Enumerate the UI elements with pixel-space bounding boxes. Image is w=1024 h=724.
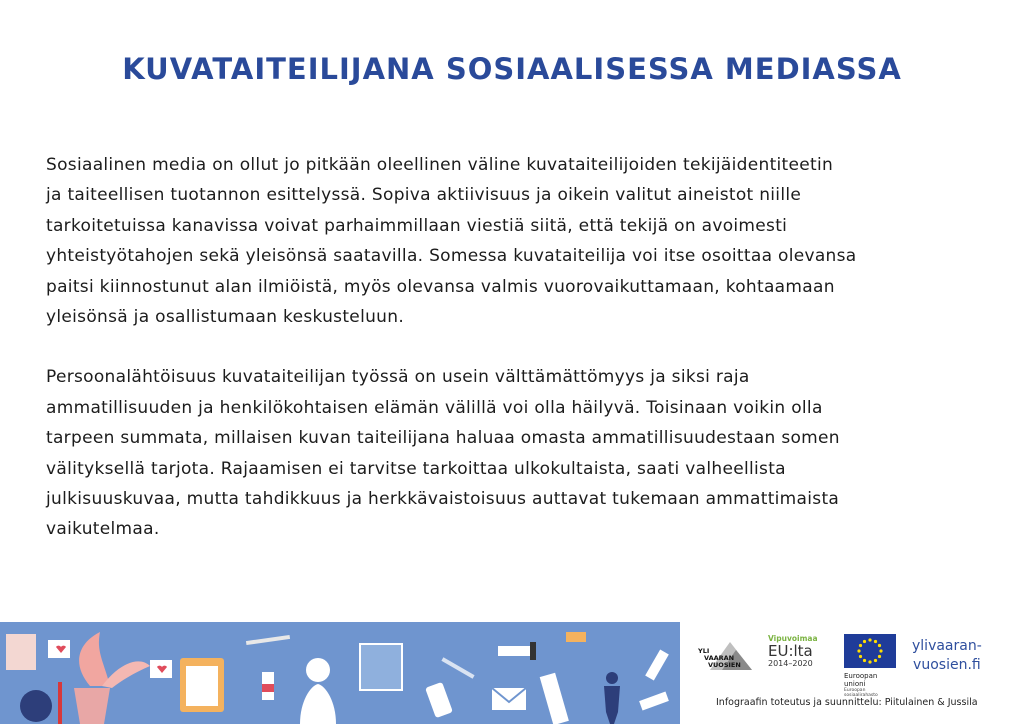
site-name xyxy=(912,637,982,675)
credit-text: Infograafin toteutus ja suunnittelu: Piitulainen & Jussila xyxy=(716,697,978,708)
eu-label: Euroopan unioni xyxy=(844,672,878,688)
text-line: vaikutelmaa. xyxy=(46,519,160,540)
site-line: ylivaaran- xyxy=(912,638,982,654)
text-line: välityksellä tarjota. Rajaamisen ei tarvitse tarkoittaa ulkokultaista, saati valheellista xyxy=(46,458,786,479)
art-supplies-illustration xyxy=(0,622,680,724)
illustration-band xyxy=(0,622,680,724)
text-line: yleisönsä ja osallistumaan keskusteluun. xyxy=(46,307,405,328)
text-line: ja taiteellisen tuotannon esittelyssä. Sopiva aktiivisuus ja oikein valitut aineistot niille xyxy=(46,185,802,206)
eu-sublabel: Euroopan sosiaalirahasto xyxy=(844,688,878,698)
logo-line: VUOSIEN xyxy=(708,661,741,669)
vipu-title: Vipuvoimaa xyxy=(768,634,818,643)
text-line: paitsi kiinnostunut alan ilmiöistä, myös olevansa valmis vuorovaikuttamaan, kohtaamaan xyxy=(46,276,835,297)
eu-logo xyxy=(844,634,900,698)
paragraph-1 xyxy=(46,150,966,332)
vipu-years: 2014–2020 xyxy=(768,659,813,668)
text-line: tarkoitetuissa kanavissa voivat parhaimmillaan viestiä siitä, että tekijä on avoimesti xyxy=(46,215,788,236)
eu-flag-icon xyxy=(844,634,896,668)
vipuvoimaa-logo xyxy=(768,634,830,676)
text-line: ammatillisuuden ja henkilökohtaisen elämän välillä voi olla häilyvä. Toisinaan voikin olla xyxy=(46,397,823,418)
text-line: tarpeen summata, millaisen kuvan taiteilijana haluaa omasta ammatillisuudestaan somen xyxy=(46,428,840,449)
text-line: julkisuuskuvaa, mutta tahdikkuus ja herkkävaistoisuus auttavat tukemaan ammattimaista xyxy=(46,489,840,510)
ylivaaran-vuosien-logo xyxy=(698,636,754,672)
paragraph-2 xyxy=(46,362,966,544)
text-line: Sosiaalinen media on ollut jo pitkään oleellinen väline kuvataiteilijoiden tekijäidentiteetin xyxy=(46,155,834,175)
page-title: KUVATAITEILIJANA SOSIAALISESSA MEDIASSA xyxy=(122,52,902,86)
logo-line: YLI xyxy=(698,647,710,655)
site-line: vuosien.fi xyxy=(913,657,981,673)
logo-line: VAARAN xyxy=(704,654,735,662)
text-line: Persoonalähtöisuus kuvataiteilijan työssä on usein välttämättömyys ja siksi raja xyxy=(46,367,750,388)
vipu-main: EU:lta xyxy=(768,642,813,660)
body-text xyxy=(46,150,966,575)
text-line: yhteistyötahojen sekä yleisönsä saatavilla. Somessa kuvataiteilija voi itse osoittaa olevansa xyxy=(46,246,857,267)
